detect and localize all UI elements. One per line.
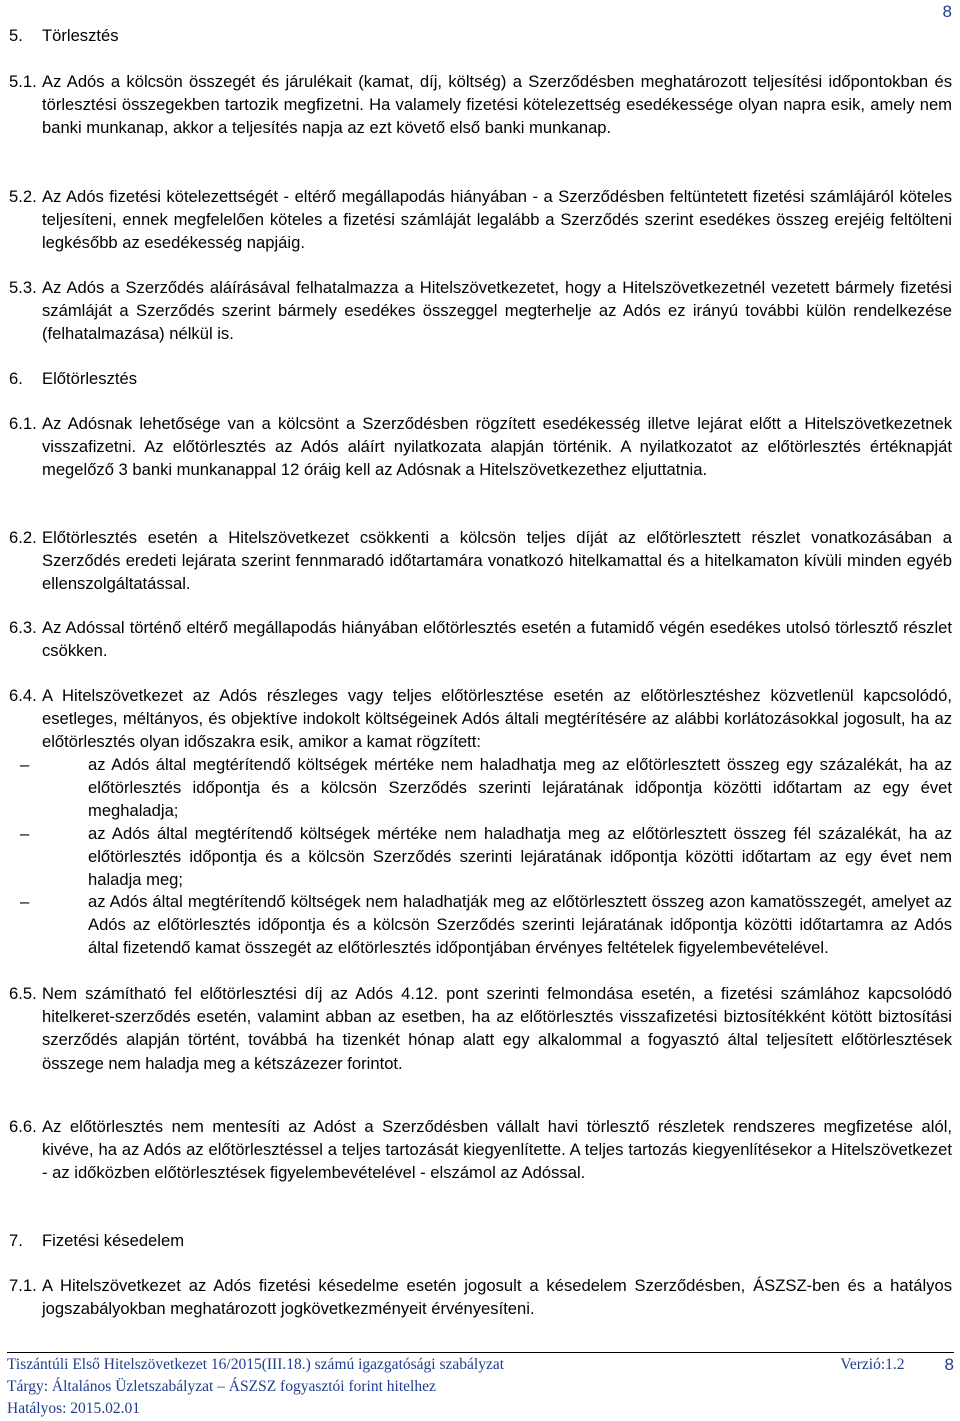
paragraph-text: Az Adóssal történő eltérő megállapodás hiányában előtörlesztés esetén a futamidő végén esedékes utolsó törlesztő részlet csökken.	[42, 618, 952, 661]
paragraph-7-1	[9, 1274, 952, 1320]
paragraph-number: 5.2.	[9, 187, 37, 206]
dash-marker: –	[20, 892, 30, 911]
paragraph-number: 6.2.	[9, 528, 37, 547]
paragraph-number: 6.6.	[9, 1117, 37, 1136]
dash-marker: –	[20, 824, 30, 843]
bullet-text: az Adós által megtérítendő költségek mértéke nem haladhatja meg az előtörlesztett összeg fél százalékát, ha az előtörlesztés időpontja és a kölcsön Szerződés szerinti lejáratának időpontja közötti időtartam az egy évet nem haladja meg;	[88, 824, 952, 890]
paragraph-5-2	[9, 185, 952, 255]
footer-effective-date: Hatályos: 2015.02.01	[7, 1400, 141, 1417]
paragraph-6-2	[9, 526, 952, 596]
bullet-text: az Adós által megtérítendő költségek nem haladhatják meg az előtörlesztett összeg azon kamatösszegét, amelyet az Adós az előtörlesztés időpontja és a kölcsön Szerződés szerinti lejáratának időpontja közötti időtartamra az Adós által fizetendő kamat összegét az előtörlesztés időpontjában érvényes feltételek figyelembevételével.	[88, 892, 952, 958]
paragraph-5-1	[9, 70, 952, 140]
section-number: 6.	[9, 369, 23, 388]
footer-page-number: 8	[944, 1355, 954, 1374]
paragraph-text: Az előtörlesztés nem mentesíti az Adóst a Szerződésben vállalt havi törlesztő részletek rendszeres megfizetése alól, kivéve, ha az Adós az előtörlesztéssel a teljes tartozását kiegyenlítette. A teljes tartozás kiegyenlítésekor a Hitelszövetkezet - az időközben előtörlesztések figyelembevételével - elszámol az Adóssal.	[42, 1117, 952, 1183]
section-heading-5	[9, 24, 119, 47]
paragraph-number: 6.3.	[9, 618, 37, 637]
paragraph-text: A Hitelszövetkezet az Adós részleges vagy teljes előtörlesztése esetén az előtörlesztéshez közvetlenül kapcsolódó, esetleges, méltányos, és objektíve indokolt költségeinek Adós általi megtérítésére az alábbi korlátozásokkal jogosult, ha az előtörlesztés olyan időszakra esik, amikor a kamat rögzített:	[42, 686, 952, 752]
paragraph-text: Előtörlesztés esetén a Hitelszövetkezet csökkenti a kölcsön teljes díját az előtörlesztett részlet vonatkozásában a Szerződés eredeti lejárata szerint fennmaradó időtartamára vonatkozó hitelkamattal és a hitelkamaton kívüli minden egyéb ellenszolgáltatással.	[42, 528, 952, 594]
footer-version: Verzió:1.2	[840, 1356, 905, 1373]
section-heading-6	[9, 367, 137, 390]
paragraph-text: Az Adós a Szerződés aláírásával felhatalmazza a Hitelszövetkezetet, hogy a Hitelszövetkezetnél vezetett bármely fizetési számláját a Szerződés szerint bármely esedékes összeggel megterhelje az Adós ez irányú további külön rendelkezése (felhatalmazása) nélkül is.	[42, 278, 952, 344]
paragraph-text: Az Adós a kölcsön összegét és járulékait (kamat, díj, költség) a Szerződésben meghatározott teljesítési időpontokban és törlesztési összegekben tartozik megfizetni. Ha valamely fizetési kötelezettség esedékessége olyan napra esik, amely nem banki munkanap, akkor a teljesítés napja az ezt követő első banki munkanap.	[42, 72, 952, 138]
paragraph-6-3	[9, 616, 952, 662]
paragraph-6-6	[9, 1115, 952, 1185]
bullet-item	[20, 753, 952, 823]
page-footer	[7, 1352, 954, 1420]
paragraph-text: Az Adós fizetési kötelezettségét - eltérő megállapodás hiányában - a Szerződésben feltüntetett fizetési számlájáról köteles teljesíteni, ennek megfelelően köteles a fizetési számláját legalább a Szerződés szerint esedékes összeg erejéig feltölteni legkésőbb az esedékesség napjáig.	[42, 187, 952, 253]
section-title: Előtörlesztés	[42, 369, 137, 388]
section-number: 5.	[9, 26, 23, 45]
paragraph-text: Nem számítható fel előtörlesztési díj az Adós 4.12. pont szerinti felmondása esetén, a fizetési számlához kapcsolódó hitelkeret-szerződés esetén, valamint abban az esetben, ha az előtörlesztés visszafizetési biztosítékként kötött biztosítási szerződés alapján történt, továbbá ha tizenkét hónap alatt egy alkalommal a fogyasztó által teljesített előtörlesztések összege nem haladja meg a kétszázezer forintot.	[42, 984, 952, 1073]
dash-marker: –	[20, 755, 30, 774]
paragraph-number: 5.3.	[9, 278, 37, 297]
paragraph-5-3	[9, 276, 952, 346]
paragraph-number: 6.4.	[9, 686, 37, 705]
paragraph-6-5	[9, 982, 952, 1075]
paragraph-number: 6.5.	[9, 984, 37, 1003]
paragraph-text: Az Adósnak lehetősége van a kölcsönt a Szerződésben rögzített esedékesség illetve lejárat előtt a Hitelszövetkezetnek visszafizetni. Az előtörlesztés az Adós aláírt nyilatkozata alapján történik. A nyilatkozatot az előtörlesztés értéknapját megelőző 3 banki munkanappal 12 óráig kell az Adósnak a Hitelszövetkezethez eljuttatnia.	[42, 414, 952, 480]
section-heading-7	[9, 1229, 184, 1252]
bullet-text: az Adós által megtérítendő költségek mértéke nem haladhatja meg az előtörlesztett összeg egy százalékát, ha az előtörlesztés időpontja és a kölcsön Szerződés szerinti lejáratának időpontja közötti időtartam az egy évet meghaladja;	[88, 755, 952, 821]
paragraph-text: A Hitelszövetkezet az Adós fizetési késedelme esetén jogosult a késedelem Szerződésben, ÁSZSZ-ben és a hatályos jogszabályokban meghatározott jogkövetkezményeit érvényesíteni.	[42, 1276, 952, 1319]
section-title: Törlesztés	[42, 26, 119, 45]
paragraph-6-1	[9, 412, 952, 482]
bullet-item	[20, 890, 952, 960]
paragraph-number: 6.1.	[9, 414, 37, 433]
section-number: 7.	[9, 1231, 23, 1250]
paragraph-6-4	[9, 684, 952, 754]
paragraph-number: 7.1.	[9, 1276, 37, 1295]
bullet-item	[20, 822, 952, 892]
footer-regulation: Tiszántúli Első Hitelszövetkezet 16/2015(III.18.) számú igazgatósági szabályzat	[7, 1356, 505, 1373]
section-title: Fizetési késedelem	[42, 1231, 185, 1250]
page-number: 8	[942, 2, 952, 21]
footer-subject: Tárgy: Általános Üzletszabályzat – ÁSZSZ fogyasztói forint hitelhez	[7, 1378, 436, 1395]
paragraph-number: 5.1.	[9, 72, 37, 91]
